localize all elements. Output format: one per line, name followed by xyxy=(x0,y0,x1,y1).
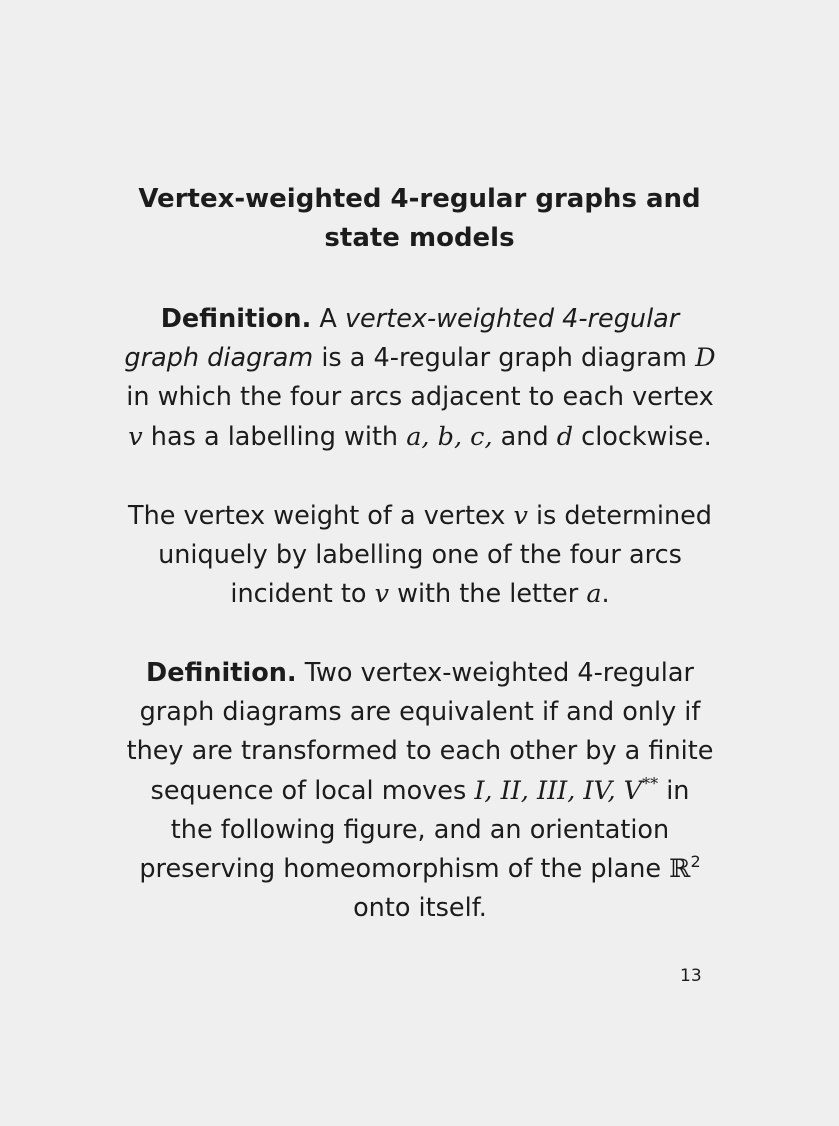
definition-2 xyxy=(70,654,770,928)
paragraph-2-l3-mid: with the letter xyxy=(388,579,587,610)
definition-2-l1-rest: Two vertex-weighted 4-regular xyxy=(296,658,694,688)
paragraph-2-line-3 xyxy=(70,575,770,614)
definition-2-line-7: onto itself. xyxy=(353,893,487,924)
definition-1-line-4 xyxy=(70,418,770,457)
definition-2-l4-sup: ** xyxy=(642,773,659,793)
definition-1-l4-text3: clockwise. xyxy=(573,421,712,452)
paragraph-2-l1-math: v xyxy=(513,501,528,531)
paragraph-2-line-1 xyxy=(70,497,770,536)
definition-2-l6-pre: preserving homeomorphism of the plane xyxy=(139,854,670,885)
definition-1-label: Definition. xyxy=(160,304,312,334)
title-line-2: state models xyxy=(324,223,515,253)
definition-2-l4-math: I, II, III, IV, V xyxy=(474,775,643,806)
definition-1-l2-em: graph diagram xyxy=(124,343,314,374)
definition-1-l2-rest: is a 4-regular graph diagram xyxy=(313,343,696,374)
paragraph-2-l1-post: is determined xyxy=(527,501,712,531)
definition-1 xyxy=(70,300,770,457)
title-line-1: Vertex-weighted 4-regular graphs and xyxy=(138,184,701,214)
definition-1-l4-text2: and xyxy=(492,421,557,452)
paragraph-2-l3-math2: a xyxy=(586,579,602,610)
definition-1-l4-math2: a, b, c, xyxy=(406,421,493,452)
definition-1-l1-pre: A xyxy=(319,304,345,334)
definition-1-l2-math: D xyxy=(695,343,716,374)
definition-1-line-2 xyxy=(70,339,770,378)
definition-1-l1-em: vertex-weighted 4-regular xyxy=(344,304,680,334)
definition-2-line-4 xyxy=(70,772,770,811)
paragraph-2-line-2: uniquely by labelling one of the four arcs xyxy=(158,540,682,571)
definition-1-l4-text1: has a labelling with xyxy=(142,421,407,452)
page-number: 13 xyxy=(680,966,702,986)
definition-2-line-6 xyxy=(70,850,770,889)
paragraph-2 xyxy=(70,497,770,615)
paragraph-2-l3-post: . xyxy=(601,579,610,610)
definition-2-line-5: the following figure, and an orientation xyxy=(170,814,670,845)
definition-1-l4-math1: v xyxy=(128,421,143,452)
definition-2-label: Definition. xyxy=(146,658,297,688)
definition-2-l4-post: in xyxy=(658,775,690,806)
definition-1-line-3: in which the four arcs adjacent to each vertex xyxy=(126,382,714,413)
definition-1-line-1 xyxy=(70,300,770,339)
definition-2-line-1 xyxy=(70,654,770,693)
definition-2-l4-pre: sequence of local moves xyxy=(150,775,475,806)
paragraph-2-l1-pre: The vertex weight of a vertex xyxy=(128,501,514,531)
definition-2-l6-sup: 2 xyxy=(690,852,701,872)
definition-2-l6-bb: ℝ xyxy=(669,854,691,885)
definition-1-l4-math3: d xyxy=(556,421,574,452)
paragraph-2-l3-math: v xyxy=(374,579,389,610)
slide-title xyxy=(60,180,779,258)
definition-2-line-3: they are transformed to each other by a finite xyxy=(126,736,714,767)
paragraph-2-l3-pre: incident to xyxy=(230,579,375,610)
definition-2-line-2: graph diagrams are equivalent if and only if xyxy=(139,697,701,728)
